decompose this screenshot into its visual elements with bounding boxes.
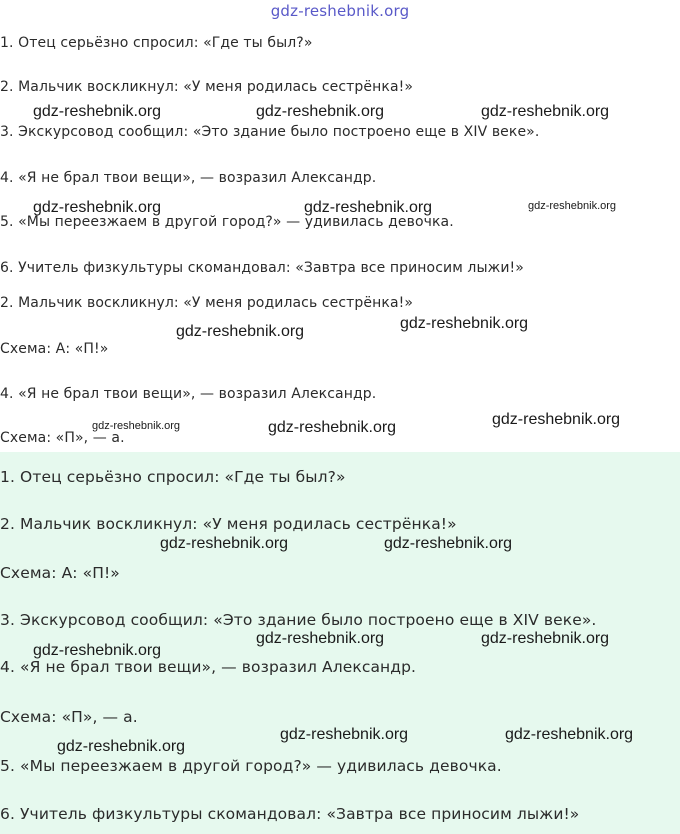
sentence-line: 4. «Я не брал твои вещи», — возразил Александр. <box>0 170 377 186</box>
watermark: gdz-reshebnik.org <box>304 199 433 216</box>
sentence-line: 5. «Мы переезжаем в другой город?» — удивилась девочка. <box>0 214 454 230</box>
sentence-line: 2. Мальчик воскликнул: «У меня родилась сестрёнка!» <box>0 515 457 533</box>
watermark: gdz-reshebnik.org <box>92 420 181 432</box>
site-header-watermark: gdz-reshebnik.org <box>270 2 410 20</box>
watermark: gdz-reshebnik.org <box>400 315 529 332</box>
watermark: gdz-reshebnik.org <box>481 103 610 120</box>
watermark: gdz-reshebnik.org <box>33 199 162 216</box>
answer-section <box>0 452 680 834</box>
sentence-line: 5. «Мы переезжаем в другой город?» — удивилась девочка. <box>0 757 502 775</box>
watermark: gdz-reshebnik.org <box>481 630 610 647</box>
watermark: gdz-reshebnik.org <box>57 738 186 755</box>
watermark: gdz-reshebnik.org <box>33 103 162 120</box>
watermark: gdz-reshebnik.org <box>492 411 621 428</box>
sentence-line: 4. «Я не брал твои вещи», — возразил Александр. <box>0 386 377 402</box>
watermark: gdz-reshebnik.org <box>505 726 634 743</box>
watermark: gdz-reshebnik.org <box>160 535 289 552</box>
sentence-line: 3. Экскурсовод сообщил: «Это здание было построено еще в XIV веке». <box>0 124 540 140</box>
scheme-line: Схема: А: «П!» <box>0 341 109 357</box>
sentence-line: 1. Отец серьёзно спросил: «Где ты был?» <box>0 35 313 51</box>
watermark: gdz-reshebnik.org <box>280 726 409 743</box>
watermark: gdz-reshebnik.org <box>256 630 385 647</box>
watermark: gdz-reshebnik.org <box>528 200 617 212</box>
sentence-line: 6. Учитель физкультуры скомандовал: «Завтра все приносим лыжи!» <box>0 805 580 823</box>
watermark: gdz-reshebnik.org <box>384 535 513 552</box>
sentence-line: 1. Отец серьёзно спросил: «Где ты был?» <box>0 468 346 486</box>
watermark: gdz-reshebnik.org <box>268 419 397 436</box>
sentence-line: 3. Экскурсовод сообщил: «Это здание было построено еще в XIV веке». <box>0 611 597 629</box>
sentence-line: 6. Учитель физкультуры скомандовал: «Завтра все приносим лыжи!» <box>0 260 524 276</box>
sentence-line: 2. Мальчик воскликнул: «У меня родилась сестрёнка!» <box>0 295 413 311</box>
sentence-line: 2. Мальчик воскликнул: «У меня родилась сестрёнка!» <box>0 79 413 95</box>
sentence-line: 4. «Я не брал твои вещи», — возразил Александр. <box>0 658 417 676</box>
scheme-line: Схема: «П», — а. <box>0 708 138 726</box>
scheme-line: Схема: А: «П!» <box>0 564 120 582</box>
watermark: gdz-reshebnik.org <box>256 103 385 120</box>
watermark: gdz-reshebnik.org <box>33 642 162 659</box>
watermark: gdz-reshebnik.org <box>176 323 305 340</box>
scheme-line: Схема: «П», — а. <box>0 430 125 446</box>
